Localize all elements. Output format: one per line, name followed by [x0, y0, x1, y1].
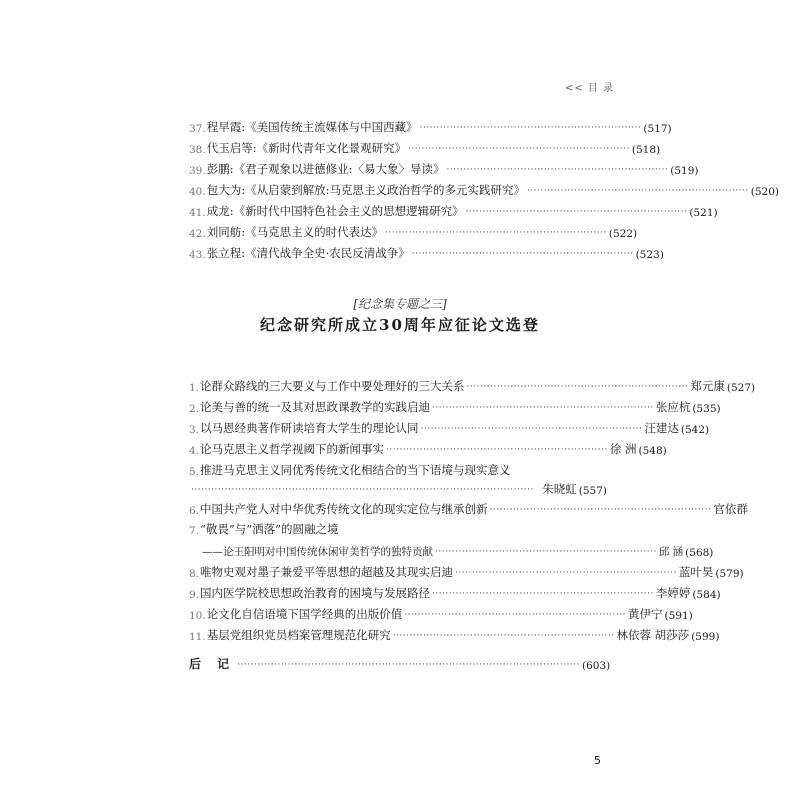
entry-number: 38.	[189, 144, 206, 156]
toc-entry[interactable]	[189, 497, 748, 517]
entry-page: (522)	[608, 228, 638, 240]
entry-title: 推进马克思主义同优秀传统文化相结合的当下语境与现实意义	[200, 463, 511, 477]
entry-number: 42.	[189, 228, 206, 240]
entry-page: (518)	[631, 144, 661, 156]
leader-dots: ··································································	[419, 123, 642, 133]
leader-dots: ······································································································	[237, 660, 580, 670]
leader-dots: ··································································	[432, 403, 654, 413]
toc-entry[interactable]	[189, 623, 720, 643]
entry-title: 张立程:《清代战争全史·农民反清战争》	[206, 246, 410, 260]
entry-number: 11.	[189, 631, 206, 643]
entry-title: 论群众路线的三大要义与工作中要处理好的三大关系	[200, 379, 465, 393]
entry-number: 3.	[189, 424, 200, 436]
entry-page: (517)	[643, 123, 672, 135]
entry-number: 9.	[189, 589, 200, 601]
entry-author: 汪建达	[644, 421, 679, 435]
leader-dots: ··································································	[526, 186, 749, 196]
entry-author: 朱晓虹	[542, 482, 577, 496]
entry-title: 基层党组织党员档案管理规范化研究	[206, 628, 391, 642]
entry-title: 刘同舫:《马克思主义的时代表达》	[206, 225, 384, 239]
entry-author: 徐 洲	[609, 442, 637, 456]
entry-title: 程早霞:《美国传统主流媒体与中国西藏》	[206, 120, 418, 134]
entry-title: 国内医学院校思想政治教育的困境与发展路径	[200, 586, 431, 600]
entry-page: (519)	[670, 165, 699, 177]
entry-title: 论美与善的统一及其对思政课教学的实践启迪	[200, 400, 431, 414]
entry-title: 中国共产党人对中华优秀传统文化的现实定位与继承创新	[200, 502, 488, 516]
leader-dots: ··································································	[420, 424, 643, 434]
toc-entry[interactable]	[189, 517, 607, 537]
entry-title: “敬畏”与“洒落”的圆融之境	[200, 522, 339, 536]
leader-dots: ··································································	[466, 382, 689, 392]
leader-dots: ··································································	[465, 207, 688, 217]
entry-number: 5.	[189, 466, 200, 478]
entry-number: 39.	[189, 165, 206, 177]
entry-author: 李婷婷	[655, 586, 691, 600]
entry-author: 黄伊宁	[628, 607, 663, 621]
leader-dots: ··································································	[404, 610, 627, 620]
entry-page: (523)	[635, 249, 664, 261]
entry-title: 论马克思主义哲学视阈下的新闻事实	[200, 442, 385, 456]
toc-entry[interactable]	[189, 581, 721, 601]
entry-number: 6.	[189, 505, 200, 517]
entry-page: (535)	[692, 403, 721, 415]
entry-number: 40.	[189, 186, 206, 198]
entry-page: (520)	[750, 186, 780, 198]
section-series-label: [纪念集专题之三]	[353, 297, 447, 311]
entry-author: 郑元康	[690, 379, 725, 393]
entry-subtitle: ——论王阳明对中国传统休闲审美哲学的独特贡献	[202, 546, 433, 558]
entry-number: 4.	[189, 445, 200, 457]
entry-page: (548)	[638, 445, 667, 457]
leader-dots: ··································································	[408, 144, 630, 154]
entry-title: 以马恩经典著作研读培育大学生的理论认同	[200, 421, 419, 435]
toc-entry[interactable]	[189, 395, 721, 415]
entry-number: 41.	[189, 207, 206, 219]
afterword-label: 后 记	[189, 657, 236, 671]
entry-page: (584)	[692, 589, 721, 601]
leader-dots: ··································································	[455, 568, 677, 578]
entry-author: 林依蓉 胡莎莎	[616, 628, 690, 642]
section-title: 纪念研究所成立30周年应征论文选登	[260, 316, 540, 334]
entry-author: 邱 涵	[658, 546, 684, 558]
entry-page: (579)	[715, 568, 744, 580]
entry-page: (542)	[680, 424, 710, 436]
toc-entry[interactable]	[189, 602, 693, 622]
entry-title: 彭鹏:《君子观象以进德修业:〈易大象〉导读》	[206, 162, 445, 176]
toc-entry[interactable]	[189, 220, 638, 240]
entry-title: 成龙:《新时代中国特色社会主义的思想逻辑研究》	[206, 204, 464, 218]
leader-dots: ··································································	[411, 249, 634, 259]
entry-title: 包大为:《从启蒙到解放:马克思主义政治哲学的多元实践研究》	[206, 183, 525, 197]
toc-entry[interactable]	[189, 241, 664, 261]
leader-dots: ··································································	[446, 165, 669, 175]
toc-entry[interactable]	[189, 136, 661, 156]
toc-entry[interactable]	[189, 560, 744, 580]
entry-author: 蓝叶昊	[678, 565, 714, 579]
entry-author: 官依群	[713, 502, 748, 516]
entry-number: 10.	[189, 610, 206, 622]
toc-entry[interactable]	[189, 115, 672, 135]
entry-page: (527)	[726, 382, 756, 394]
toc-entry-afterword[interactable]	[189, 652, 611, 672]
leader-dots: ··································································	[489, 505, 712, 515]
leader-dots: ··································································	[386, 445, 608, 455]
toc-entry[interactable]	[189, 416, 710, 436]
page-number: 5	[594, 754, 601, 767]
entry-page: (591)	[664, 610, 693, 622]
entry-author: 张应杭	[655, 400, 691, 414]
entry-page: (599)	[691, 631, 720, 643]
entry-number: 8.	[189, 568, 200, 580]
leader-dots: ··································································	[432, 589, 654, 599]
toc-entry[interactable]	[189, 437, 667, 457]
entry-page: (603)	[582, 660, 611, 672]
leader-dots: ······································································································	[191, 485, 534, 495]
toc-entry[interactable]	[189, 458, 607, 478]
entry-number: 1.	[189, 382, 200, 394]
entry-number: 43.	[189, 249, 206, 261]
entry-number: 2.	[189, 403, 200, 415]
toc-entry[interactable]	[189, 374, 756, 394]
page-header-contents: << 目 录	[565, 83, 615, 94]
entry-title: 论文化自信语境下国学经典的出版价值	[206, 607, 403, 621]
entry-page: (557)	[578, 485, 607, 497]
toc-entry[interactable]	[189, 157, 699, 177]
leader-dots: ··································································	[392, 631, 615, 641]
entry-page: (568)	[685, 547, 714, 559]
toc-entry[interactable]	[189, 199, 718, 219]
toc-entry-subtitle[interactable]	[202, 539, 714, 559]
toc-entry[interactable]	[189, 178, 780, 198]
entry-number: 7.	[189, 525, 200, 537]
entry-page: (521)	[689, 207, 718, 219]
leader-dots: ··································································	[435, 547, 657, 557]
leader-dots: ··································································	[385, 228, 607, 238]
toc-entry-continuation[interactable]	[189, 477, 607, 497]
entry-number: 37.	[189, 123, 206, 135]
entry-title: 唯物史观对墨子兼爱平等思想的超越及其现实启迪	[200, 565, 454, 579]
entry-title: 代玉启等:《新时代青年文化景观研究》	[206, 141, 407, 155]
